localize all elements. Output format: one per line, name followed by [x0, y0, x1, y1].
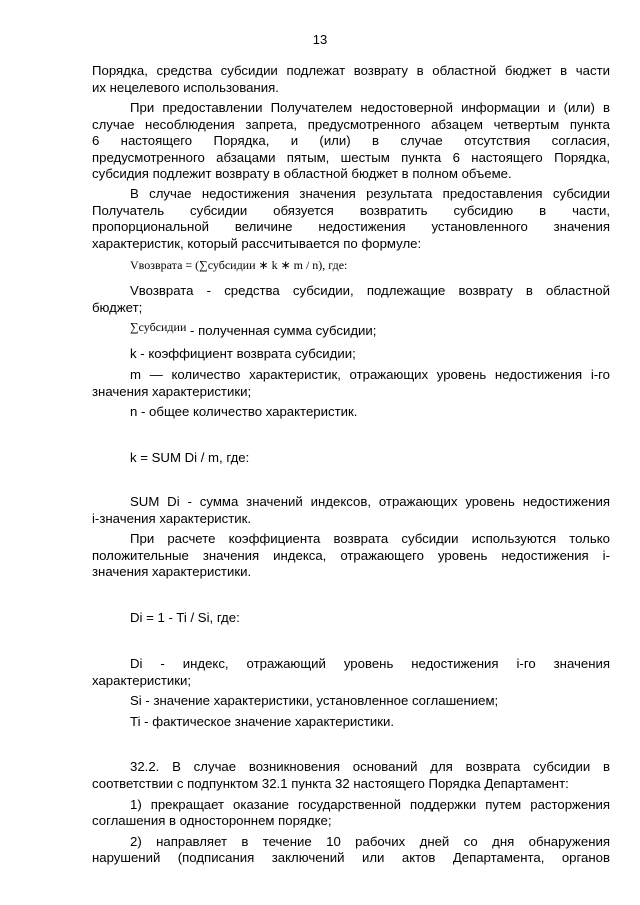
text-line: Vвозврата - средства субсидии, подлежащие возврату в областной — [130, 283, 610, 298]
text-line: бюджет; — [92, 300, 143, 315]
text-line: характеристик, который рассчитывается по формуле: — [92, 236, 422, 251]
text-line: значения характеристики; — [92, 384, 252, 399]
text-line: нарушений (подписания заключений или актов Департамента, органов — [92, 850, 610, 865]
text-line: 32.2. В случае возникновения оснований для возврата субсидии в — [130, 759, 610, 774]
text-line: случае несоблюдения запрета, предусмотренного абзацем четвертым пункта — [92, 117, 610, 132]
text-line: В случае недостижения значения результата предоставления субсидии — [130, 186, 610, 201]
text-line: k - коэффициент возврата субсидии; — [130, 346, 356, 361]
text-line: положительные значения индекса, отражающего уровень недостижения i- — [92, 548, 610, 563]
text-line: их нецелевого использования. — [92, 80, 279, 95]
text-line: При предоставлении Получателем недостоверной информации и (или) в — [130, 100, 610, 115]
text-line: пропорциональной величине недостижения установленного значения — [92, 219, 610, 234]
formula-v-return — [130, 258, 347, 272]
text-line: При расчете коэффициента возврата субсидии используются только — [130, 531, 610, 546]
text-line: Порядка, средства субсидии подлежат возврату в областной бюджет в части — [92, 63, 610, 78]
text-line: соответствии с подпунктом 32.1 пункта 32 настоящего Порядка Департамент: — [92, 776, 569, 791]
text-line: m — количество характеристик, отражающих уровень недостижения i-го — [130, 367, 610, 382]
text-line: i-значения характеристик. — [92, 511, 252, 526]
text-line: n - общее количество характеристик. — [130, 404, 358, 419]
text-line: соглашения в одностороннем порядке; — [92, 813, 332, 828]
text-line: Di - индекс, отражающий уровень недостижения i-го значения — [130, 656, 610, 671]
sum-subsidy-definition — [130, 320, 610, 339]
text-line: 2) направляет в течение 10 рабочих дней со дня обнаружения — [130, 834, 610, 849]
sum-subsidy-symbol: ∑субсидии — [130, 320, 187, 334]
text-line: Si - значение характеристики, установленное соглашением; — [130, 693, 499, 708]
text-line: 1) прекращает оказание государственной поддержки путем расторжения — [130, 797, 610, 812]
text-line: субсидия подлежит возврату в областной бюджет в полном объеме. — [92, 166, 512, 181]
text-line: SUM Di - сумма значений индексов, отражающих уровень недостижения — [130, 494, 610, 509]
text-line: характеристики; — [92, 673, 192, 688]
text-line: k = SUM Di / m, где: — [130, 450, 250, 465]
page-number: 13 — [312, 32, 328, 47]
text-line: Di = 1 - Ti / Si, где: — [130, 610, 240, 625]
text-line: предусмотренного абзацами пятым, шестым пункта 6 настоящего Порядка, — [92, 150, 610, 165]
text-line: Получатель субсидии обязуется возвратить субсидию в части, — [92, 203, 610, 218]
text-line: Ti - фактическое значение характеристики. — [130, 714, 395, 729]
text-line: 6 настоящего Порядка, и (или) в случае отсутствия согласия, — [92, 133, 610, 148]
formula-text: Vвозврата = (∑субсидии ∗ k ∗ m / n), где: — [130, 258, 348, 272]
sum-subsidy-text: - полученная сумма субсидии; — [186, 323, 377, 338]
text-line: значения характеристики. — [92, 564, 252, 579]
